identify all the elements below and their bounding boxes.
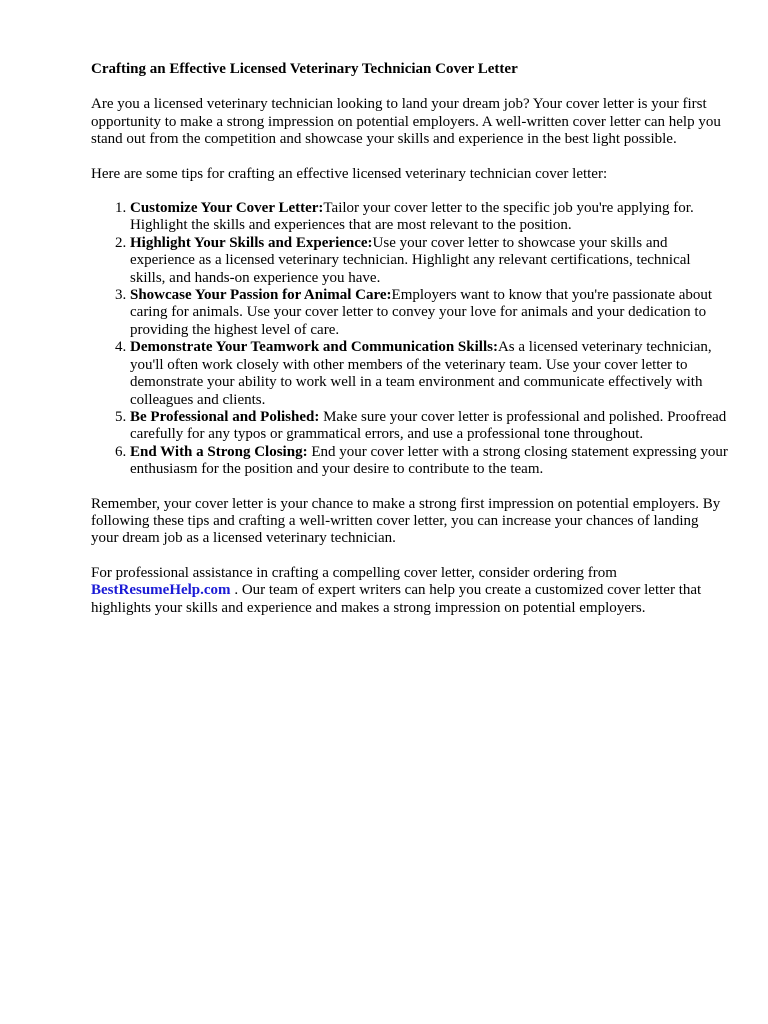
tip-item [130, 409, 728, 444]
tip-title: Demonstrate Your Teamwork and Communication Skills: [130, 339, 498, 356]
tip-item [130, 287, 728, 339]
closing-paragraph [91, 565, 728, 617]
tip-text: End your cover letter with a strong closing statement expressing your enthusiasm for the position and your desire to contribute to the team. [130, 443, 728, 478]
remember-paragraph: Remember, your cover letter is your chance to make a strong first impression on potential employers. By following these tips and crafting a well-written cover letter, you can increase your chances of landing your dream job as a licensed veterinary technician. [91, 495, 721, 547]
intro-paragraph: Are you a licensed veterinary technician looking to land your dream job? Your cover letter is your first opportunity to make a strong impression on potential employers. A well-written cover letter can help you stand out from the competition and showcase your skills and experience in the best light possible. [91, 96, 721, 148]
tips-list [91, 200, 728, 479]
tip-title: End With a Strong Closing: [130, 443, 308, 460]
tip-title: Be Professional and Polished: [130, 408, 320, 425]
tip-title: Showcase Your Passion for Animal Care: [130, 287, 392, 304]
tip-text: Make sure your cover letter is professional and polished. Proofread carefully for any typos or grammatical errors, and use a professional tone throughout. [130, 408, 727, 443]
tip-text: Employers want to know that you're passionate about caring for animals. Use your cover letter to convey your love for animals and your dedication to providing the highest level of care. [130, 287, 713, 338]
closing-text-after-link: . Our team of expert writers can help you create a customized cover letter that highlights your skills and experience and makes a strong impression on potential employers. [91, 582, 702, 616]
tip-title: Customize Your Cover Letter: [130, 200, 324, 217]
tip-item [130, 200, 728, 235]
closing-text-before-link: For professional assistance in crafting a compelling cover letter, consider ordering from [91, 564, 617, 581]
tips-intro-paragraph: Here are some tips for crafting an effective licensed veterinary technician cover letter: [91, 165, 608, 182]
tip-text: As a licensed veterinary technician, you'll often work closely with other members of the veterinary team. Use your cover letter to demonstrate your ability to work well in a team environment and communicate effectively with colleagues and clients. [130, 339, 712, 408]
tip-text: Tailor your cover letter to the specific job you're applying for. Highlight the skills and experiences that are most relevant to the position. [130, 200, 694, 234]
tip-item [130, 339, 728, 409]
tip-item [130, 444, 728, 479]
tip-item [130, 235, 728, 287]
tip-text: Use your cover letter to showcase your skills and experience as a licensed veterinary technician. Highlight any relevant certifications, technical skills, and hands-on experience you have. [130, 234, 691, 286]
bestresumehelp-link[interactable]: BestResumeHelp.com [91, 582, 231, 599]
document-title: Crafting an Effective Licensed Veterinary Technician Cover Letter [91, 61, 518, 77]
tip-title: Highlight Your Skills and Experience: [130, 234, 373, 251]
